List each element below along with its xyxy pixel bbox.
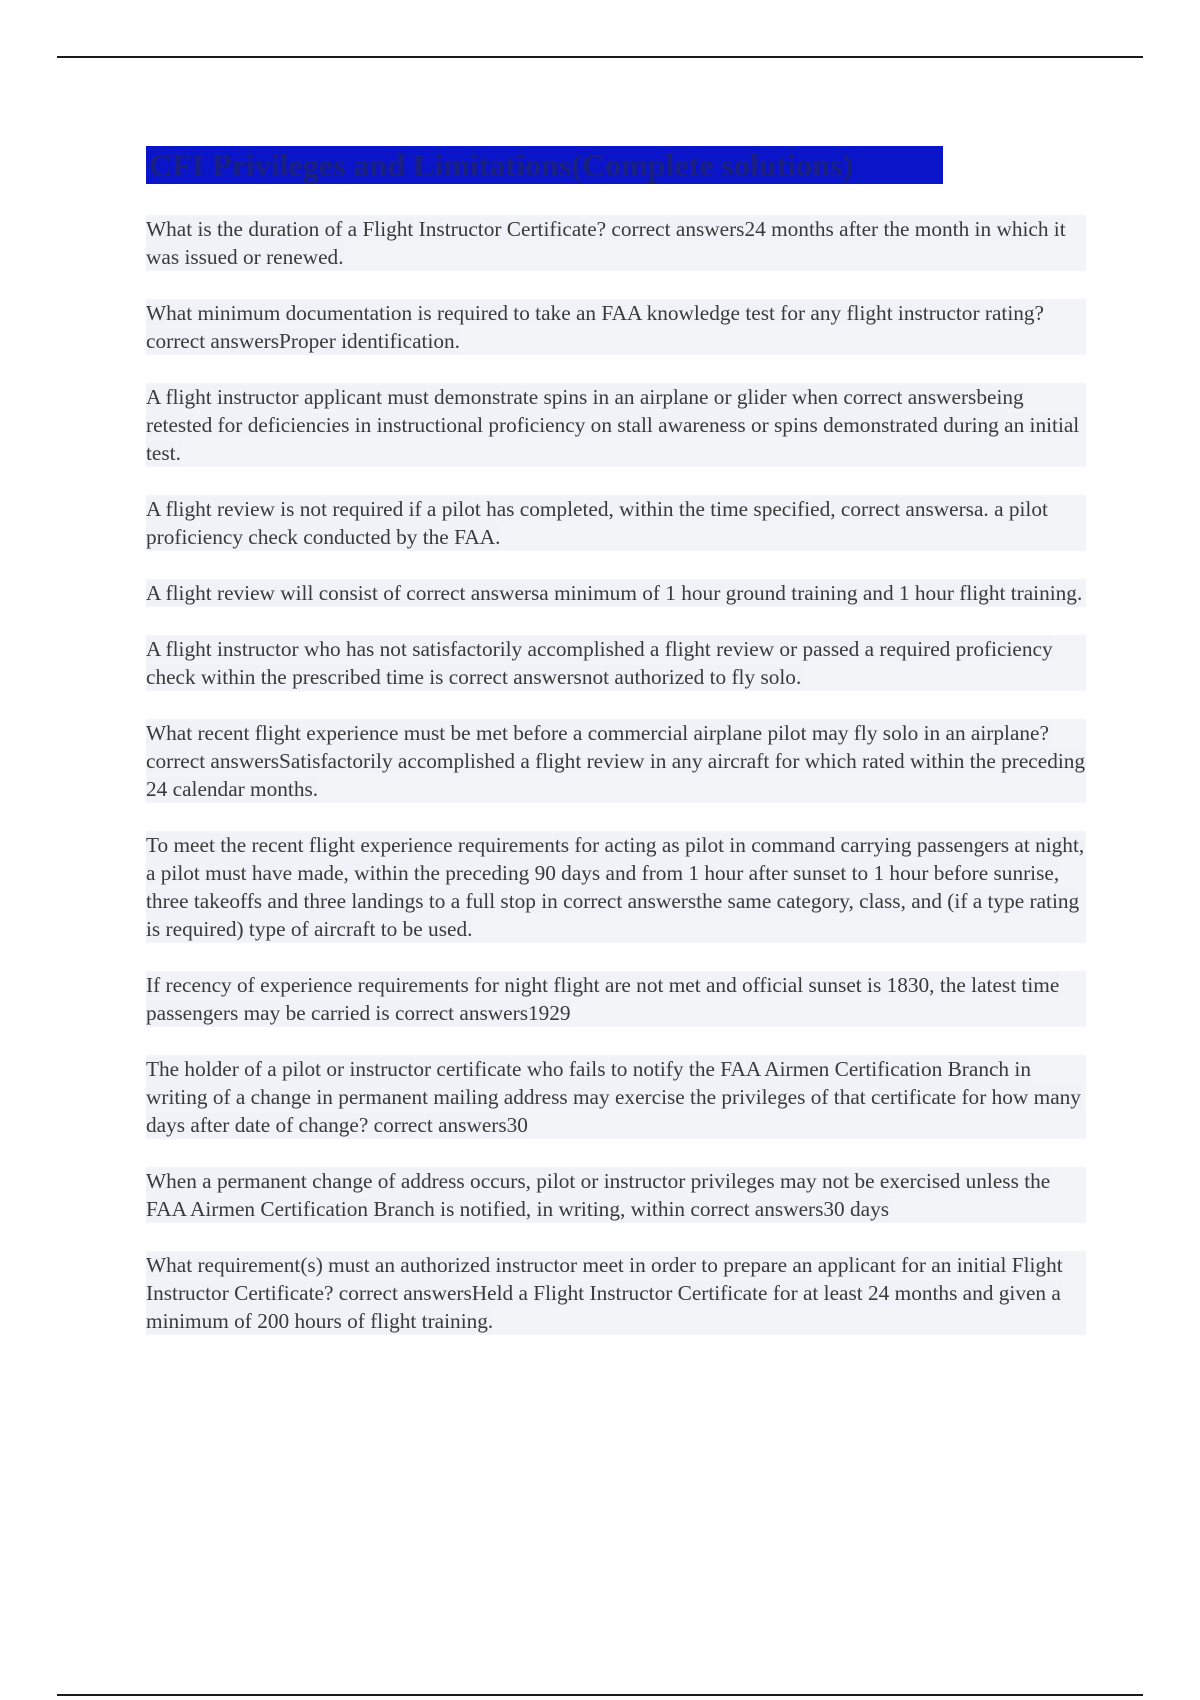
title-highlight	[146, 146, 943, 184]
qa-list	[146, 215, 1086, 1335]
qa-item	[146, 1251, 1086, 1335]
qa-item-text: When a permanent change of address occurs, pilot or instructor privileges may not be exercised unless the FAA Airmen Certification Branch is notified, in writing, within correct answers30 days	[146, 1169, 1051, 1221]
qa-item	[146, 495, 1086, 551]
qa-item	[146, 1167, 1086, 1223]
qa-item-text: A flight review will consist of correct answersa minimum of 1 hour ground training and 1 hour flight training.	[146, 581, 1083, 605]
qa-item	[146, 215, 1086, 271]
qa-item	[146, 635, 1086, 691]
qa-item	[146, 383, 1086, 467]
qa-item	[146, 579, 1086, 607]
qa-item	[146, 971, 1086, 1027]
qa-item-text: A flight instructor applicant must demonstrate spins in an airplane or glider when correct answersbeing retested for deficiencies in instructional proficiency on stall awareness or spins demonstrated during an initial test.	[146, 385, 1080, 465]
qa-item-text: A flight review is not required if a pilot has completed, within the time specified, correct answersa. a pilot proficiency check conducted by the FAA.	[146, 497, 1048, 549]
qa-item-text: A flight instructor who has not satisfactorily accomplished a flight review or passed a required proficiency check within the prescribed time is correct answersnot authorized to fly solo.	[146, 637, 1053, 689]
qa-item-text: What requirement(s) must an authorized instructor meet in order to prepare an applicant for an initial Flight Instructor Certificate? correct answersHeld a Flight Instructor Certificate for at least 24 months and given a minimum of 200 hours of flight training.	[146, 1253, 1063, 1333]
qa-item	[146, 299, 1086, 355]
qa-item-text: What recent flight experience must be met before a commercial airplane pilot may fly solo in an airplane? correct answersSatisfactorily accomplished a flight review in any aircraft for which rated within the preceding 24 calendar months.	[146, 721, 1086, 801]
document-title: CFI Privileges and Limitations(Complete solutions)	[149, 147, 853, 183]
document-body	[146, 146, 1086, 1363]
qa-item-text: What minimum documentation is required to take an FAA knowledge test for any flight instructor rating? correct answersProper identification.	[146, 301, 1045, 353]
qa-item-text: The holder of a pilot or instructor certificate who fails to notify the FAA Airmen Certification Branch in writing of a change in permanent mailing address may exercise the privileges of that certificate for how many days after date of change? correct answers30	[146, 1057, 1081, 1137]
qa-item	[146, 831, 1086, 943]
header-rule	[57, 56, 1143, 58]
qa-item-text: If recency of experience requirements for night flight are not met and official sunset is 1830, the latest time passengers may be carried is correct answers1929	[146, 973, 1060, 1025]
qa-item-text: To meet the recent flight experience requirements for acting as pilot in command carrying passengers at night, a pilot must have made, within the preceding 90 days and from 1 hour after sunset to 1 hour before sunrise, three takeoffs and three landings to a full stop in correct answersthe same category, class, and (if a type rating is required) type of aircraft to be used.	[146, 833, 1085, 941]
qa-item	[146, 719, 1086, 803]
qa-item	[146, 1055, 1086, 1139]
qa-item-text: What is the duration of a Flight Instructor Certificate? correct answers24 months after the month in which it was issued or renewed.	[146, 217, 1066, 269]
footer-rule	[57, 1694, 1143, 1696]
